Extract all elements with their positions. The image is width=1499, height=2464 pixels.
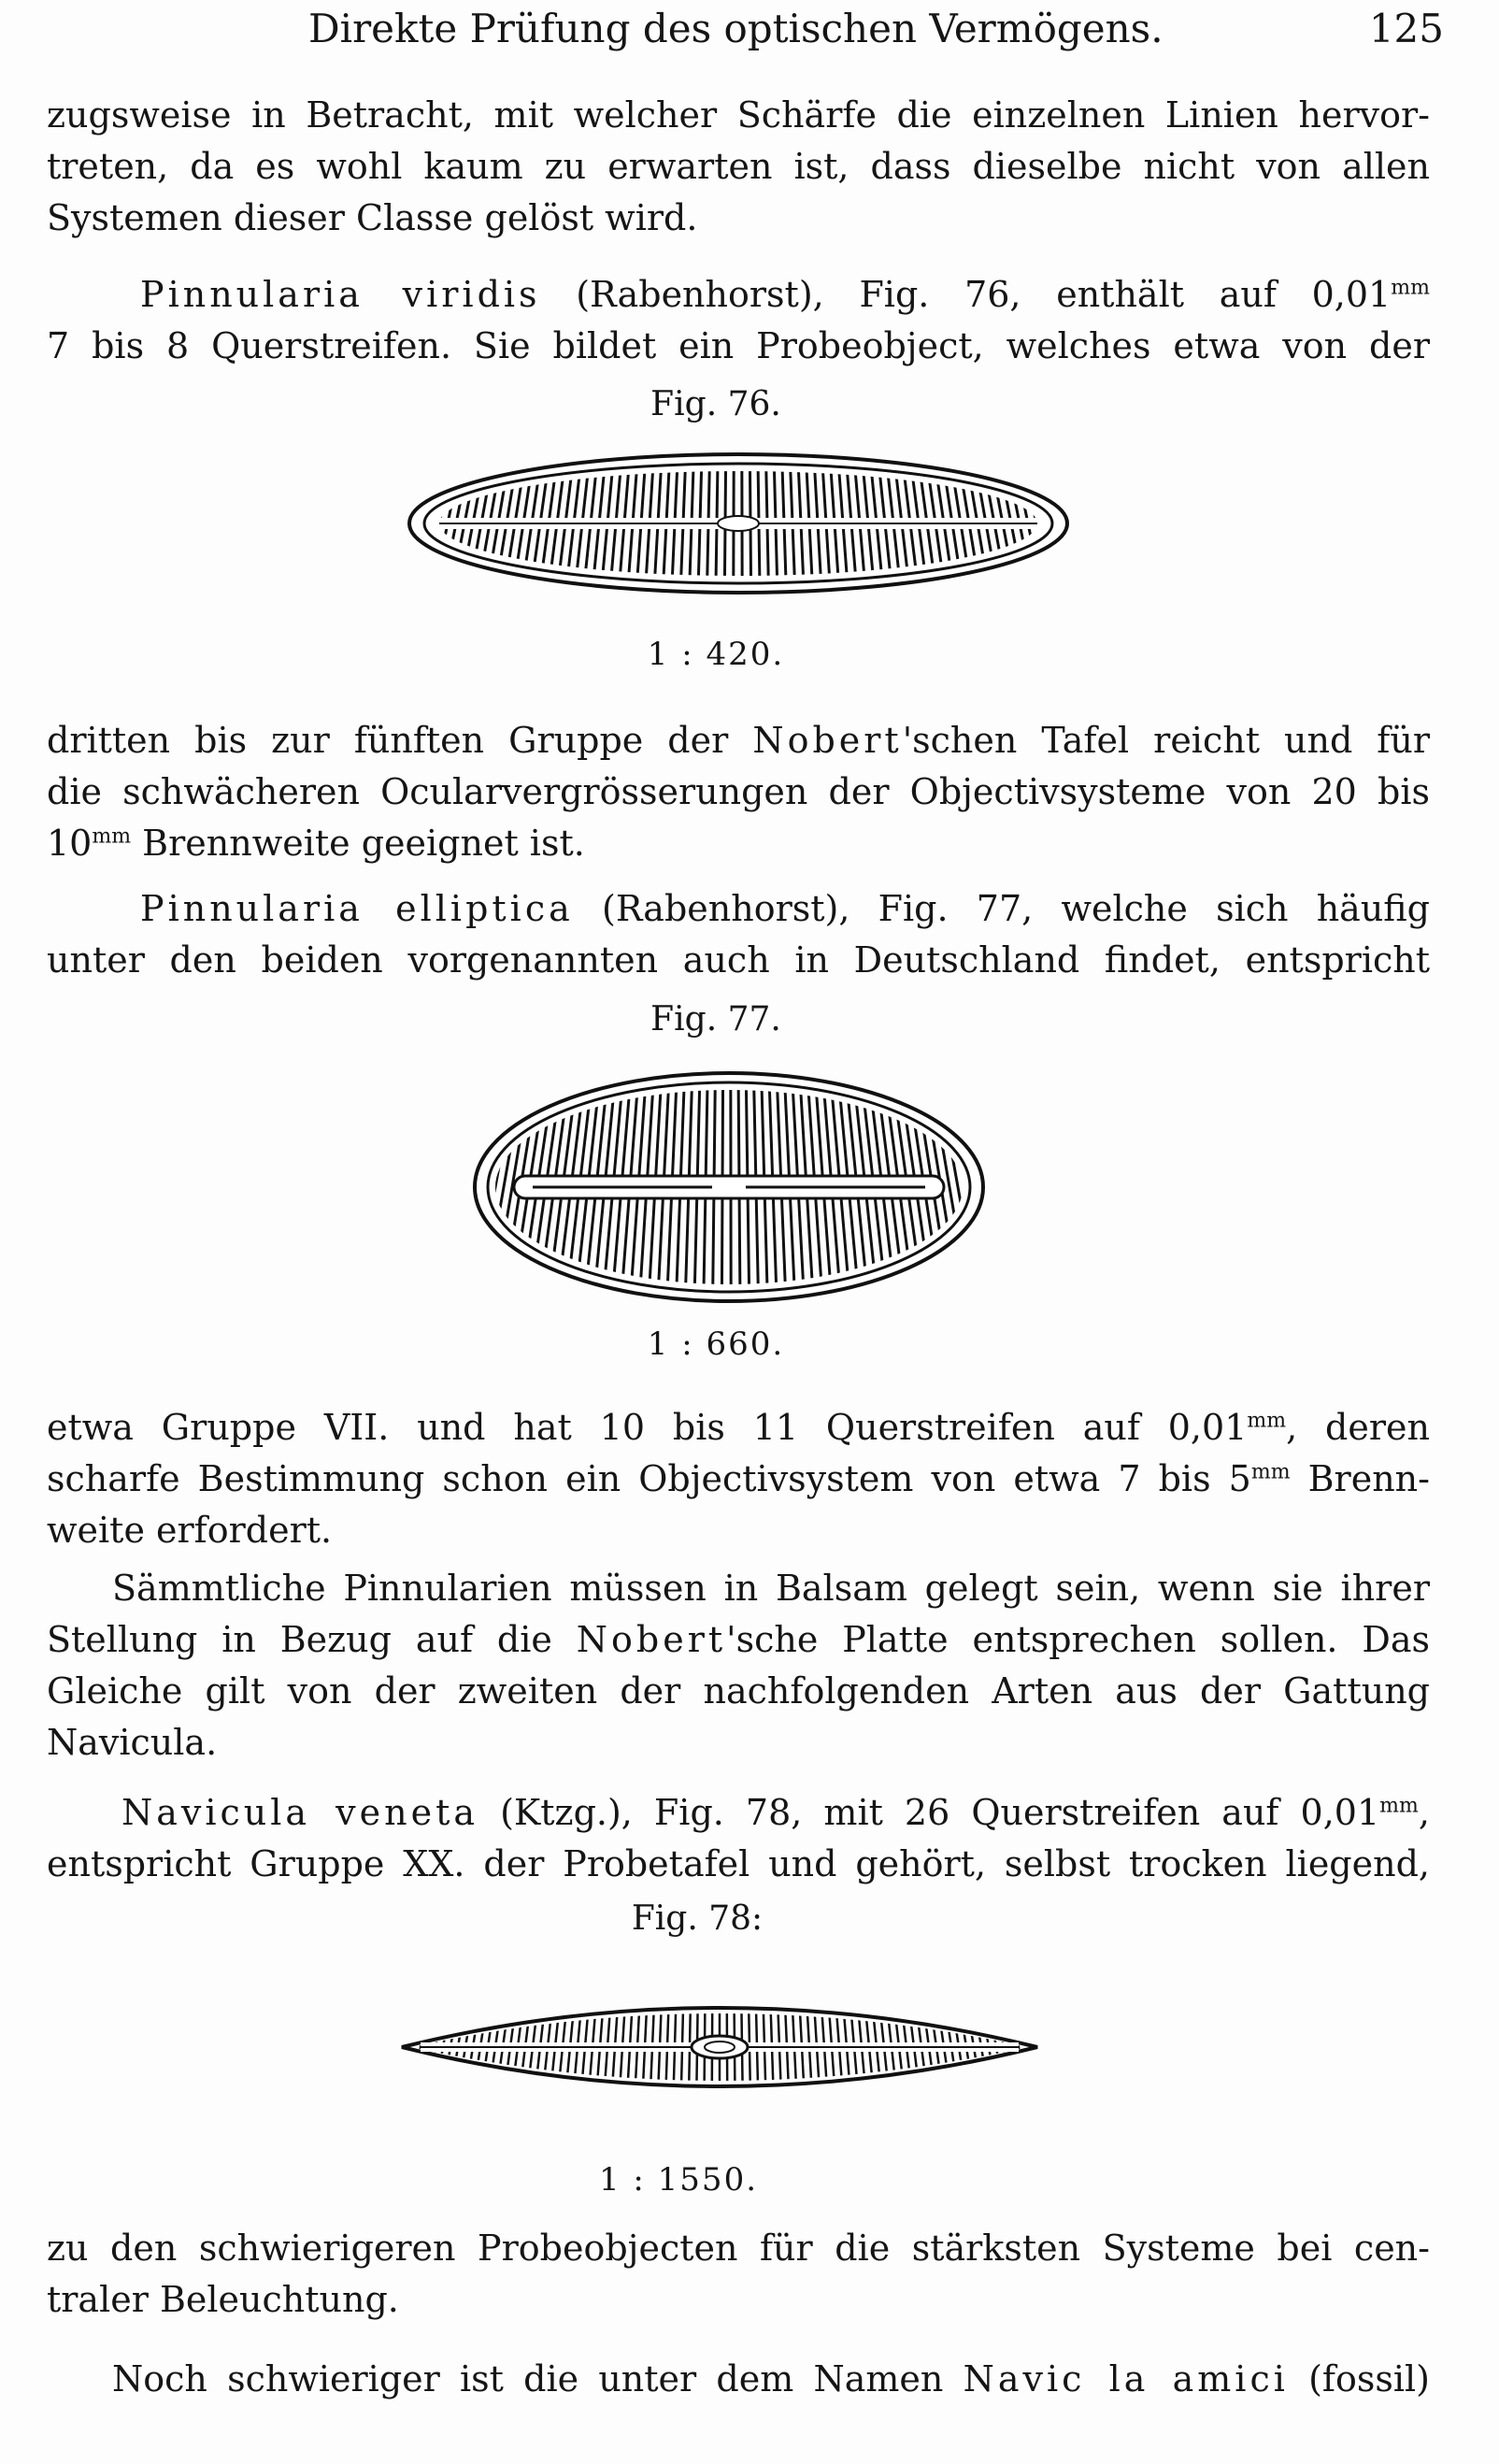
paragraph-1 xyxy=(47,90,1430,244)
text-span: Brenn- xyxy=(1290,1458,1430,1499)
text-span: (fossil) xyxy=(1288,2358,1430,2400)
text-span: scharfe Bestimmung schon ein Objectivsystem von etwa 7 bis 5 xyxy=(47,1458,1251,1499)
paragraph-7 xyxy=(47,1787,1430,1890)
person-name: Nobert xyxy=(576,1619,727,1660)
running-header xyxy=(308,6,1444,62)
text-line xyxy=(47,818,1430,869)
species-name: Navicula veneta xyxy=(121,1792,478,1833)
figure-76-scale: 1 : 420. xyxy=(647,636,785,673)
unit-mm: mm xyxy=(1379,1794,1419,1818)
text-line xyxy=(47,269,1430,321)
figure-76-label: Fig. 76. xyxy=(650,385,781,423)
figure-78-scale: 1 : 1550. xyxy=(598,2161,759,2199)
text-line xyxy=(47,715,1430,766)
text-span: , deren xyxy=(1286,1407,1430,1448)
paragraph-4 xyxy=(47,883,1430,986)
text-line: Gleiche gilt von der zweiten der nachfolgenden Arten aus der Gattung xyxy=(47,1670,1430,1712)
unit-mm: mm xyxy=(92,824,132,849)
text-line: traler Beleuchtung. xyxy=(47,2279,399,2320)
paragraph-9 xyxy=(47,2354,1430,2405)
figure-76-diatom xyxy=(402,449,1075,598)
text-line: 7 bis 8 Querstreifen. Sie bildet ein Probeobject, welches etwa von der xyxy=(47,325,1430,366)
species-name: Navic la amici xyxy=(963,2358,1289,2400)
figure-78-diatom xyxy=(393,1972,1047,2122)
text-span: 10 xyxy=(47,823,93,864)
paragraph-2 xyxy=(47,269,1430,372)
text-line: unter den beiden vorgenannten auch in Deutschland findet, entspricht xyxy=(47,939,1430,981)
unit-mm: mm xyxy=(1247,1409,1287,1433)
text-span: (Rabenhorst), Fig. 76, enthält auf 0,01 xyxy=(576,274,1392,315)
page-number: 125 xyxy=(1368,6,1444,51)
text-line: Navicula. xyxy=(47,1722,218,1763)
text-line xyxy=(47,1614,1430,1666)
text-span: Stellung in Bezug auf die xyxy=(47,1619,577,1660)
text-line xyxy=(47,883,1430,935)
paragraph-5 xyxy=(47,1402,1430,1556)
paragraph-8 xyxy=(47,2223,1430,2326)
text-line xyxy=(47,1402,1430,1454)
text-span: Noch schwieriger ist die unter dem Namen xyxy=(112,2358,964,2400)
text-line: zu den schwierigeren Probeobjecten für die stärksten Systeme bei cen- xyxy=(47,2228,1430,2269)
text-line: Systemen dieser Classe gelöst wird. xyxy=(47,197,698,238)
figure-77-label: Fig. 77. xyxy=(650,1000,781,1039)
text-span: 'schen Tafel reicht und für xyxy=(902,720,1430,761)
paragraph-3 xyxy=(47,715,1430,869)
text-line: Sämmtliche Pinnularien müssen in Balsam gelegt sein, wenn sie ihrer xyxy=(112,1568,1430,1609)
text-line xyxy=(47,2354,1430,2405)
text-line: zugsweise in Betracht, mit welcher Schärfe die einzelnen Linien hervor- xyxy=(47,94,1430,136)
running-title: Direkte Prüfung des optischen Vermögens. xyxy=(308,6,1164,51)
figure-77-scale: 1 : 660. xyxy=(647,1325,785,1363)
paragraph-6 xyxy=(47,1563,1430,1769)
text-span: etwa Gruppe VII. und hat 10 bis 11 Querstreifen auf 0,01 xyxy=(47,1407,1248,1448)
text-span: (Ktzg.), Fig. 78, mit 26 Querstreifen auf 0,01 xyxy=(500,1792,1380,1833)
person-name: Nobert xyxy=(752,720,903,761)
species-name: Pinnularia viridis xyxy=(140,274,541,315)
unit-mm: mm xyxy=(1250,1460,1291,1484)
text-line: treten, da es wohl kaum zu erwarten ist, dass dieselbe nicht von allen xyxy=(47,146,1430,187)
text-line: weite erfordert. xyxy=(47,1510,333,1551)
text-line: die schwächeren Ocularvergrösserungen der Objectivsysteme von 20 bis xyxy=(47,771,1430,812)
text-span: dritten bis zur fünften Gruppe der xyxy=(47,720,753,761)
text-span: , xyxy=(1418,1792,1430,1833)
text-span: Brennweite geeignet ist. xyxy=(131,823,585,864)
text-line: entspricht Gruppe XX. der Probetafel und gehört, selbst trocken liegend, xyxy=(47,1843,1430,1884)
text-line xyxy=(47,1787,1430,1839)
species-name: Pinnularia elliptica xyxy=(140,888,574,929)
text-span: (Rabenhorst), Fig. 77, welche sich häufig xyxy=(602,888,1430,929)
figure-77-diatom xyxy=(467,1066,991,1309)
unit-mm: mm xyxy=(1391,276,1430,300)
text-line xyxy=(47,1454,1430,1505)
figure-78-label: Fig. 78: xyxy=(631,1899,764,1938)
text-span: 'sche Platte entsprechen sollen. Das xyxy=(726,1619,1430,1660)
